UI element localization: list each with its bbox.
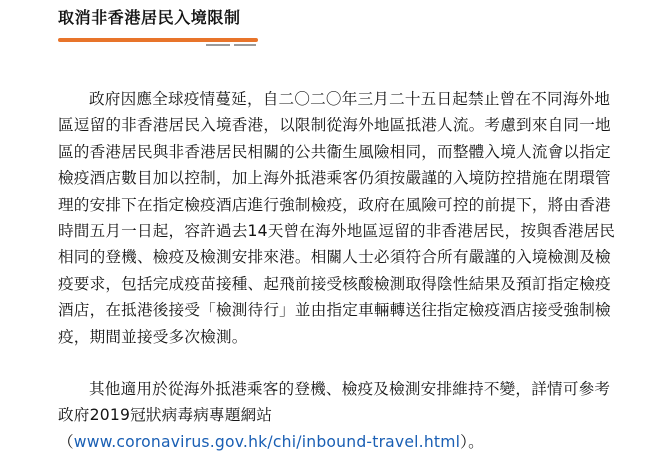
- coronavirus-website-link[interactable]: www.coronavirus.gov.hk/chi/inbound-travel.html: [73, 432, 461, 451]
- faint-rule-1: [206, 44, 230, 46]
- paragraph-2-text: 其他適用於從海外抵港乘客的登機、檢疫及檢測安排維持不變，詳情可參考政府2019冠狀病毒病專題網站: [58, 380, 611, 425]
- paragraph-2-open-paren: （: [58, 432, 74, 451]
- paragraph-2-close: ）。: [460, 432, 484, 451]
- title-block: [58, 8, 268, 48]
- document-title: 取消非香港居民入境限制: [58, 8, 241, 27]
- body-paragraph-2: [58, 376, 618, 455]
- title-underline: [58, 38, 258, 42]
- body-paragraph-1: 政府因應全球疫情蔓延，自二〇二〇年三月二十五日起禁止曾在不同海外地區逗留的非香港居民入境香港，以限制從海外地區抵港人流。考慮到來自同一地區的香港居民與非香港居民相關的公共衞生風險相同，而整體入境人流會以指定檢疫酒店數目加以控制，加上海外抵港乘客仍須按嚴謹的入境防控措施在閉環管理的安排下在指定檢疫酒店進行強制檢疫，政府在風險可控的前提下，將由香港時間五月一日起，容許過去14天曾在海外地區逗留的非香港居民，按與香港居民相同的登機、檢疫及檢測安排來港。相關人士必須符合所有嚴謹的入境檢測及檢疫要求，包括完成疫苗接種、起飛前接受核酸檢測取得陰性結果及預訂指定檢疫酒店，在抵港後接受「檢測待行」並由指定車輛轉送往指定檢疫酒店接受強制檢疫，期間並接受多次檢測。: [58, 90, 616, 346]
- faint-rule-2: [234, 44, 256, 46]
